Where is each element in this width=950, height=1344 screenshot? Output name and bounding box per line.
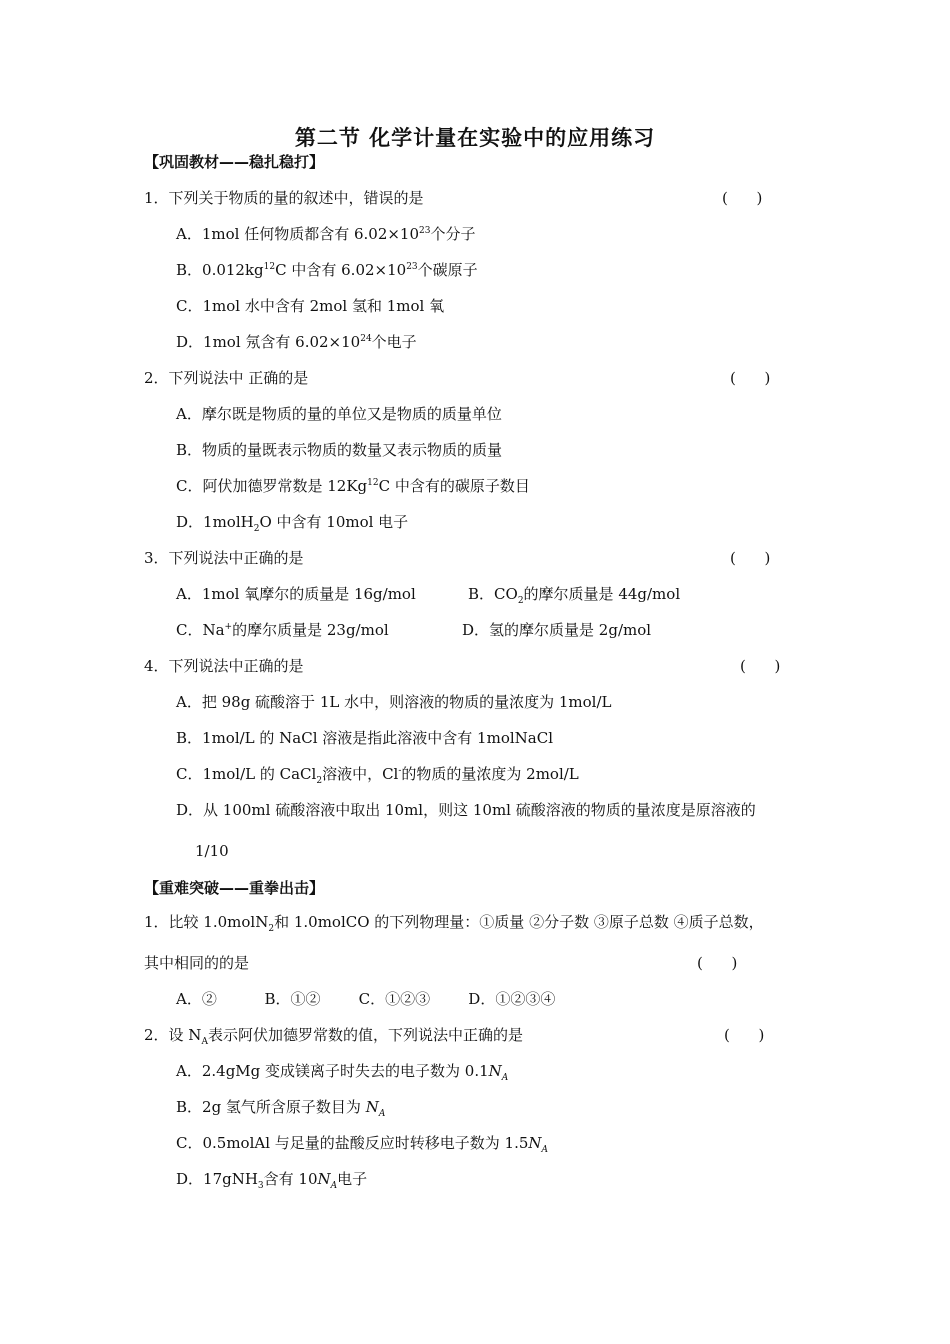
option-a: A．摩尔既是物质的量的单位又是物质的质量单位 <box>176 405 502 423</box>
option-b: B．$0.012kg^{12}C$ 中含有 $6.02\times 10^{23}$个碳原子 <box>176 261 478 279</box>
option-d: D．1mol 氖含有 $6.02\times 10^{24}$个电子 <box>176 333 417 351</box>
answer-bracket: ( ) <box>697 954 738 972</box>
answer-bracket: ( ) <box>724 1026 765 1044</box>
option-a: A．2.4gMg 变成镁离子时失去的电子数为 $0.1N_A$ <box>176 1062 509 1083</box>
option-c: C．阿伏加德罗常数是 12Kg$^{12}$C 中含有的碳原子数目 <box>176 477 530 495</box>
option-a: A．1mol 任何物质都含有 $6.02\times 10^{23}$个分子 <box>176 225 476 243</box>
question-stem: 3．下列说法中正确的是 <box>144 549 304 567</box>
option-a: A．1mol 氧摩尔的质量是 16g/mol <box>176 585 416 603</box>
answer-bracket: ( ) <box>730 549 771 567</box>
section-heading-breakthrough: 【重难突破——重拳出击】 <box>144 879 325 897</box>
option-d-continuation: 1/10 <box>195 842 229 860</box>
section-heading-consolidate: 【巩固教材——稳扎稳打】 <box>144 153 325 171</box>
question-stem: 1．比较 1.0molN$_2$和 1.0molCO 的下列物理量：①质量 ②分子数 ③原子总数 ④质子总数， <box>144 913 764 934</box>
option-d: D．从 100ml 硫酸溶液中取出 10ml，则这 10ml 硫酸溶液的物质的量浓度是原溶液的 <box>176 801 756 819</box>
answer-bracket: ( ) <box>722 189 763 207</box>
option-b: B．2g 氢气所含原子数目为 $N_A$ <box>176 1098 386 1119</box>
page-title: 第二节 化学计量在实验中的应用练习 <box>294 126 656 150</box>
answer-bracket: ( ) <box>730 369 771 387</box>
option-b: B．1mol/L 的 NaCl 溶液是指此溶液中含有 1molNaCl <box>176 729 553 747</box>
option-d: D．17gNH$_3$含有 $10N_A$电子 <box>176 1170 368 1191</box>
option-c: C．0.5molAl 与足量的盐酸反应时转移电子数为 $1.5N_A$ <box>176 1134 549 1155</box>
question-stem: 2．设 $N_A$表示阿伏加德罗常数的值，下列说法中正确的是 <box>144 1026 523 1047</box>
question-stem-continuation: 其中相同的的是 <box>144 954 250 972</box>
question-stem: 1．下列关于物质的量的叙述中，错误的是 <box>144 189 424 207</box>
question-stem: 4．下列说法中正确的是 <box>144 657 304 675</box>
option-a: A．把 98g 硫酸溶于 1L 水中，则溶液的物质的量浓度为 1mol/L <box>176 693 612 711</box>
option-b: B．$CO_2$的摩尔质量是 44g/mol <box>468 585 681 606</box>
option-b: B．物质的量既表示物质的数量又表示物质的质量 <box>176 441 503 459</box>
question-stem: 2．下列说法中 正确的是 <box>144 369 309 387</box>
option-d: D．氢的摩尔质量是 2g/mol <box>462 621 652 639</box>
option-c: C．Na+的摩尔质量是 23g/mol <box>176 621 389 639</box>
option-c: C．1mol/L 的 CaCl$_2$溶液中，Cl-的物质的量浓度为 2mol/L <box>176 765 579 786</box>
option-c: C．1mol 水中含有 2mol 氢和 1mol 氧 <box>176 297 445 315</box>
option-d: D．1molH$_2$O 中含有 10mol 电子 <box>176 513 409 534</box>
options-row: A．② B．①② C．①②③ D．①②③④ <box>176 990 556 1008</box>
answer-bracket: ( ) <box>740 657 781 675</box>
